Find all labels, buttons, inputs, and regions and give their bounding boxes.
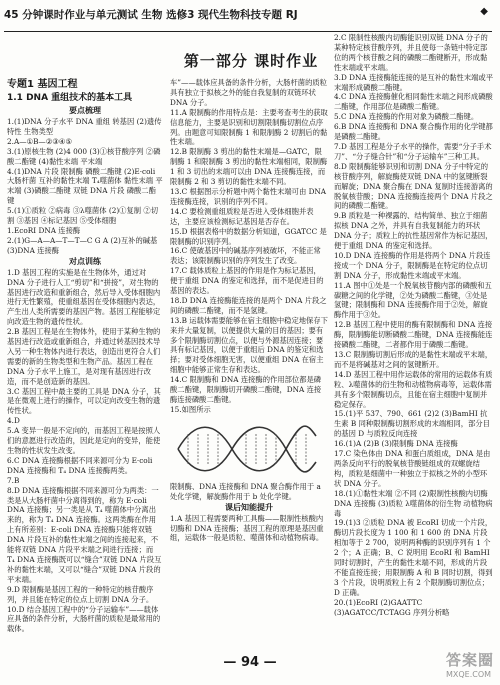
paragraph: 12.B 限制酶 3 剪出的黏性末端是—GATC，限制酶 1 和限制酶 3 剪出的黏性末端相同，限制酶 1 和 3 切出的末端可以由 DNA 连接酶连接，而限制酶 2 和 3 剪切的黏性末端不同。 bbox=[170, 147, 328, 187]
paragraph: 15.如图所示 bbox=[170, 404, 211, 414]
paragraph: 8.D 限制酶能够识别和切割 DNA 分子中特定的核苷酸序列，解旋酶使双链 DNA 中的氢键断裂而解旋；DNA 聚合酶在 DNA 复制时连接游离的脱氧核苷酸；DNA 连接酶连接两个 DNA 片段之间的磷酸二酯键。 bbox=[334, 161, 493, 211]
paragraph: 2.(1)G—A—A—T—T—C G A (2)互补的碱基 (3)DNA 连接酶 bbox=[7, 235, 158, 255]
paragraph: 限制酶、DNA 连接酶和 DNA 聚合酶作用于 a 处化学键，解旋酶作用于 b 处化学键。 bbox=[170, 481, 321, 501]
paragraph: 要点梳理 bbox=[69, 106, 101, 115]
paragraph: 7.B bbox=[7, 475, 20, 485]
paragraph: 2.B 基因工程是在生物体外，使用于某种生物的基因进行改造或重新组合，并通过转基因技术导入另一种生物体内进行表达，创造出更符合人们需要的新的生物类型和生物产品。基因工程在 DNA 分子水平上施工，是对现有基因进行改造，而不是创造新的基因。 bbox=[7, 327, 161, 386]
paragraph: 13.C 根据图示分析题中两个黏性末端可由 DNA 连接酶连接，识别的序列不同。 bbox=[170, 186, 327, 206]
page-number: — 94 — bbox=[223, 655, 277, 670]
paragraph: 11.A 图中①处是一个脱氧核苷酸内部的磷酸和五碳糖之间的化学键，②处为磷酸二酯键，③处是氢键；限制酶和 DNA 连接酶作用于②处，解旋酶作用于③处。 bbox=[334, 280, 492, 320]
paragraph: 9.B 质粒是一种裸露的、结构简单、独立于细菌拟核 DNA 之外，并具有自我复制能力的环状 DNA 分子；质粒上的抗性基因常作为标记基因，便于重组 DNA 的鉴定和选择。 bbox=[334, 211, 493, 251]
paragraph: 3.D DNA 连接酶能连接的是互补的黏性末端或平末端形成磷酸二酯键。 bbox=[334, 72, 494, 92]
paragraph: 10.D DNA 连接酶的作用是将两个 DNA 片段连接成一个 DNA 分子，限制酶是在特定的位点切割 DNA 分子，形成黏性末端或平末端。 bbox=[334, 250, 491, 280]
paragraph: 专题1 基因工程 bbox=[7, 79, 78, 90]
watermark-text: MXQE.COM bbox=[445, 670, 492, 679]
paragraph: 8.D DNA 连接酶根据不同来源可分为两类：一类是从大肠杆菌中分离得到的，称为 E·coli DNA 连接酶；另一类是从 T₄ 噬菌体中分离出来的，称为 T₄ DNA 连接酶。这两类酶在作用上有所差别：E·coli DNA 连接酶只能将双链 DNA 片段互补的黏性末端之间的连接起来，不能将双链 DNA 片段平末端之间进行连接；而 T₄ DNA 连接酶既可以“缝合”双链 DNA 片段互补的黏性末端，又可以“缝合”双链 DNA 片段的平末端。 bbox=[7, 485, 162, 584]
paragraph: 1.EcoRⅠ DNA 连接酶 bbox=[7, 225, 81, 235]
column-left bbox=[7, 78, 163, 643]
header-mark: ◆ bbox=[480, 6, 488, 17]
paragraph: 17.C 染色体由 DNA 和蛋白质组成，DNA 是由两条反向平行的脱氧核苷酸链组成的双螺旋结构，质粒是细菌中一种独立于拟核之外的小型环状 DNA 分子。 bbox=[334, 449, 491, 488]
running-header bbox=[4, 4, 492, 32]
paragraph: 18.(1)①黏性末端 ②不同 (2)限制性核酸内切酶 DNA 连接酶 (3)质粒 λ噬菌体的衍生物 动植物病毒 bbox=[334, 488, 493, 518]
paragraph: 1.D 基因工程的实施是在生物体外，通过对 DNA 分子进行人工“剪切”和“拼接”，对生物的基因进行改造和重新组合，然后导入受体细胞内进行无性繁殖，使重组基因在受体细胞内表达，产生出人类所需要的基因产物。基因工程能够定向改造生物的遗传性状。 bbox=[7, 267, 161, 327]
paragraph: 17.C 载体质粒上基因的作用是作为标记基因，便于重组 DNA 的鉴定和选择，而不是促进目的基因的表达。 bbox=[170, 266, 324, 296]
paragraph: 1.(1)DNA 分子水平 DNA 重组 转基因 (2)遗传特性 生物类型 bbox=[7, 117, 162, 136]
paragraph: 20.(1)EcoRⅠ (2)GAATTC (3)AGATCC/TCTAGG 序列分析略 bbox=[334, 597, 450, 617]
paragraph: 4.(1)DNA 片段 限制酶 磷酸二酯键 (2)E·coli 大肠杆菌 互补的黏性末端 T₄噬菌体 黏性末端 平末端 (3)磷酸二酯键 双链 DNA 片段 磷酸二酯键 bbox=[7, 166, 163, 206]
paragraph: 14.C 要检测重组质粒是否进入受体细胞并表达，主要应该检测标记基因是否存在。 bbox=[170, 206, 314, 226]
column-right bbox=[334, 33, 494, 643]
paragraph: 1.1 DNA 重组技术的基本工具 bbox=[7, 93, 133, 103]
paragraph: 对点训练 bbox=[69, 256, 101, 266]
paragraph: 13.B 运载体需要能够在宿主细胞中稳定地保存下来并大量复制，以便提供大量的目的基因；要有多个限制酶切割位点，以便与外源基因连接；要具有标记基因，以便于重组后 DNA 的鉴定和选择；要对受体细胞无害，以便重组 DNA 在宿主细胞中能够正常生存和表达。 bbox=[170, 315, 328, 375]
paragraph: 1.A 基因工程需要两种工具酶——限制性核酸内切酶和 DNA 连接酶；基因工程的原理是基因重组，运载体一般是质粒、噬菌体和动植物病毒。 bbox=[170, 513, 324, 543]
paragraph: 18.D DNA 连接酶能连接的是两个 DNA 片段之间的磷酸二酯键，而不是氢键。 bbox=[170, 295, 327, 315]
watermark bbox=[446, 649, 494, 679]
paragraph: 10.D 结合基因工程中的“分子运输车”——载体应具备的条件分析，大肠杆菌的质粒是最常用的载体。 bbox=[7, 604, 161, 634]
paragraph: 16.(1)A (2)B (3)限制酶 DNA 连接酶 bbox=[334, 439, 458, 449]
paragraph: 3.(1)原核生物 (2)4 000 (3)①核苷酸序列 ②磷酸二酯键 (4)黏性末端 平末端 bbox=[7, 146, 161, 166]
paragraph: 5.(1)①质粒 ②病毒 ③λ噬菌体 (2)①复制 ②切割 ③基因 ④标记基因 ⑤受体细胞 bbox=[7, 206, 158, 226]
paragraph: 2.A—①B—②③④⑤ bbox=[7, 136, 72, 146]
paragraph: 车”——载体应具备的条件分析，大肠杆菌的质粒具有独立于拟核之外的能自我复制的双链环状 DNA 分子。 bbox=[170, 78, 327, 107]
paragraph: 5.C DNA 连接酶的作用对象为磷酸二酯键。 bbox=[334, 112, 479, 122]
part-title: 第一部分 课时作业 bbox=[183, 52, 319, 70]
paragraph: 16.C 使破基因中的碱基序列被破坏，不能正常表达；该限制酶识别的序列发生了改变。 bbox=[170, 246, 321, 266]
paragraph: 12.B 基因工程中使用的酶有限制酶和 DNA 连接酶，限制酶能切断磷酸二酯键，DNA 连接酶能连接磷酸二酯键，二者都作用于磷酸二酯键。 bbox=[334, 320, 493, 350]
paragraph: 19.(1)3 ②质粒 DNA 被 EcoRⅠ 切成一个片段，酶切片段长度为 1 100 和 1 600 的 DNA 片段相加等于 2 700，说明两种酶的识别序列有 1 个 2 个；A 正确；B、C 说明用 EcoRⅠ 和 BamHⅠ 同时切割时，产生的黏性末端不同，形成的片段不能直接连接；用限制酶 A 和 B 同时切割，得到 3 个片段，说明质粒上有 2 个限制酶切割位点；D 正确。 bbox=[334, 518, 493, 597]
paragraph: 14.D 基因工程中用作运载体的常用的运载体有质粒、λ噬菌体的衍生物和动植物病毒等，运载体需具有多个限制酶切点，且能在宿主细胞中复制并稳定保存。 bbox=[334, 369, 493, 409]
paragraph: 15.(1)平 537、790、661 (2)2 (3)BamHⅠ 抗生素 B 同种限制酶切割形成的末端相同，部分目的基因 D 与质粒反向连接 bbox=[334, 409, 490, 439]
paragraph: 3.C 基因工程中最主要的工具是 DNA 分子，其是在微观上进行的操作，可以定向改变生物的遗传性状。 bbox=[7, 386, 161, 416]
header-title: 45 分钟课时作业与单元测试 生物 选修3 现代生物科技专题 RJ bbox=[4, 9, 298, 21]
paragraph: 9.D 限制酶是基因工程的一种特定的核苷酸序列，并且能在特定的位点上切割 DNA 分子。 bbox=[7, 584, 154, 604]
paragraph: 7.D 基因工程是分子水平的操作，需要“分子手术刀”、“分子缝合针”和“分子运输车”三种工具。 bbox=[334, 141, 492, 161]
paragraph: 13.C 限制酶切割后形成的是黏性末端或平末端，而不是将碱基对之间的氢键断开。 bbox=[334, 350, 493, 369]
paragraph: 11.A 限制酶的作用特点是：主要考查考生的获取信息能力，主要是识别和切割限制酶切割位点序列。由题意可知限制酶 1 和限制酶 2 切割后的黏性末端。 bbox=[170, 107, 328, 147]
paragraph: 14.C 限制酶和 DNA 连接酶的作用部位都是磷酸二酯键，限制酶切开磷酸二酯键，DNA 连接酶连接磷酸二酯键。 bbox=[170, 375, 322, 404]
column-middle bbox=[170, 78, 328, 643]
paragraph: 6.C DNA 连接酶根据不同来源可分为 E·coli DNA 连接酶和 T₄ DNA 连接酶两类。 bbox=[7, 455, 153, 475]
paragraph: 15.D 根据表格中的数据分析知道，GGATCC 是限制酶的识别序列。 bbox=[170, 226, 327, 246]
paragraph: 5.A 变异一般是不定向的，而基因工程是按照人们的意愿进行改造的，因此是定向的变异，能使生物的性状发生改变。 bbox=[7, 426, 161, 455]
paragraph: 6.B DNA 连接酶和 DNA 聚合酶作用的化学键都是磷酸二酯键。 bbox=[334, 122, 493, 142]
paragraph: 课后知能提升 bbox=[225, 502, 273, 512]
dna-helix-diagram bbox=[170, 418, 320, 480]
watermark-logo: 答案圈 bbox=[445, 651, 494, 669]
paragraph: 4.C DNA 连接酶催化相同黏性末端之间形成磷酸二酯键，作用部位是磷酸二酯键。 bbox=[334, 92, 493, 112]
paragraph: 4.D bbox=[7, 416, 20, 426]
paragraph: 2.C 限制性核酸内切酶能识别双链 DNA 分子的某种特定核苷酸序列，并且使每一条链中特定部位的两个核苷酸之间的磷酸二酯键断开，形成黏性末端或平末端。 bbox=[334, 33, 488, 72]
